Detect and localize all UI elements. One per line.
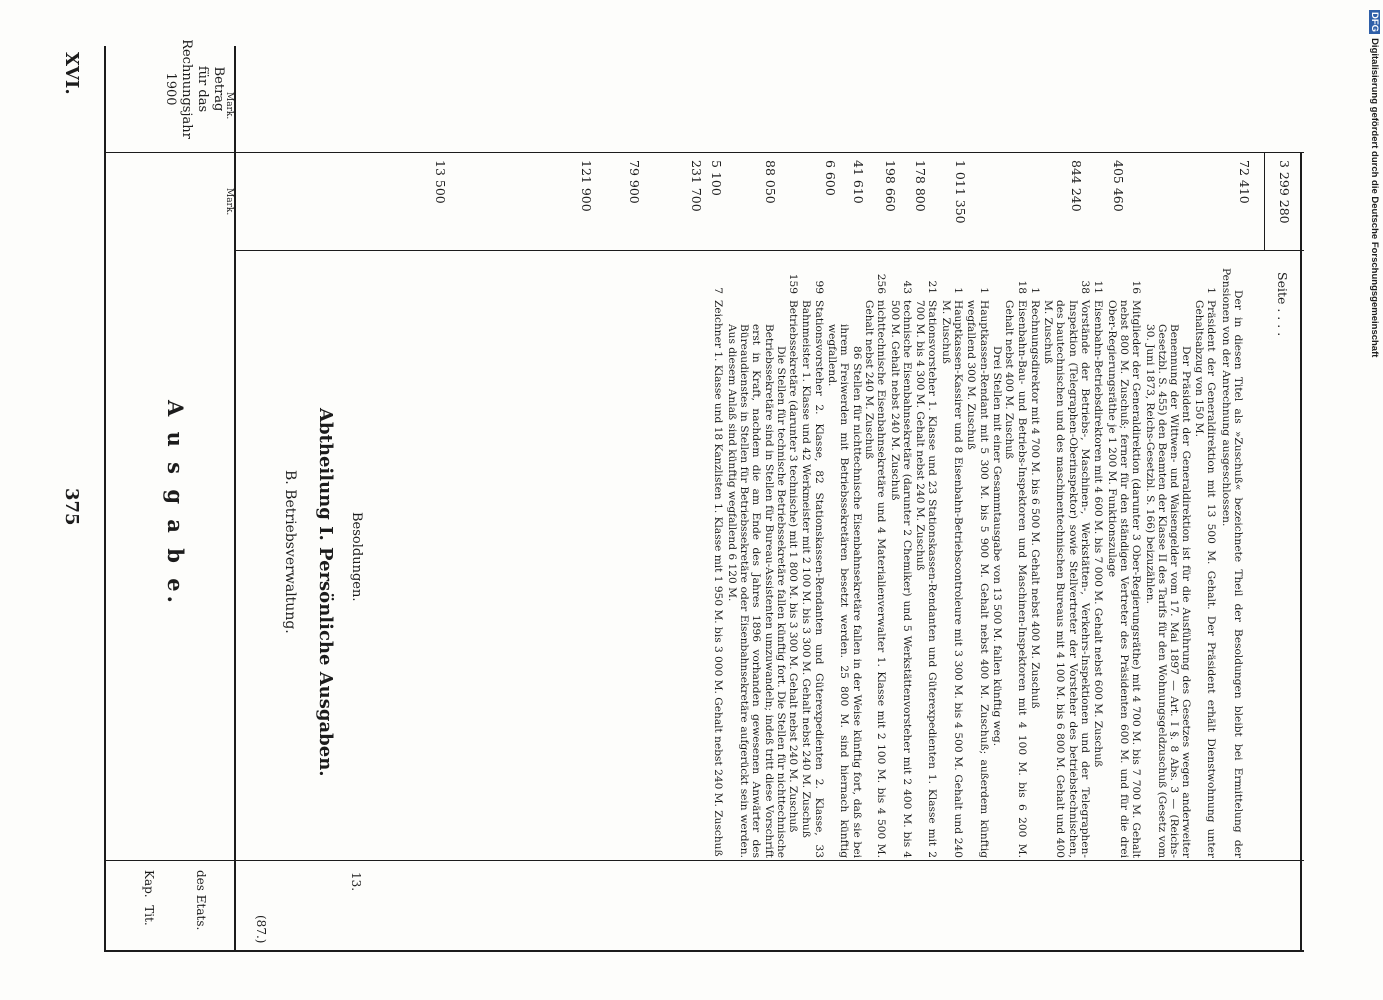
rule-h-left <box>104 950 1304 952</box>
rule-h-amount2 <box>234 250 1304 251</box>
entry-row <box>1042 280 1092 858</box>
mark-label-2: Mark. <box>224 188 234 216</box>
entry-text: Zeichner 1. Klasse und 18 Kanzlisten 1. Klasse mit 1 950 M. bis 3 000 M. Gehalt nebst 240 M. Zuschuß <box>712 300 725 857</box>
entry-text: Stationsvorsteher 2. Klasse, 82 Stationskassen-Rendanten und Güterexpedienten 2. Klasse, 33 Bahnmeister 1. Klasse und 42 Werkmeister mit 2 100 M. bis 3 300 M. Gehalt nebst 240 M. Zuschuß <box>800 300 825 858</box>
amount-cell: 88 050 <box>763 160 778 204</box>
entry-text: nichttechnische Eisenbahnsekretäre und 4 Materialienverwalter 1. Klasse mit 2 100 M. bis 4 500 M. Gehalt nebst 240 M. Zuschuß <box>862 300 888 858</box>
entry-text: Eisenbahn-Bau- und Betriebs-Inspektoren und Maschinen-Inspektoren mit 4 100 M. bis 6 200 M. Gehalt nebst 400 M. Zuschuß <box>1003 300 1028 858</box>
entry-note: 86 Stellen für nichttechnische Eisenbahnsekretäre fallen in der Weise künftig fort, daß sie bei ihrem Freiwerden mit Betriebssekretären besetzt werden. 25 800 M. sind hiernach künftig wegfallend. <box>826 324 863 858</box>
amount-cell: 41 610 <box>851 160 866 204</box>
entry-count: 43 <box>900 280 913 294</box>
entry-row <box>914 280 939 858</box>
page-total: 3 299 280 <box>1277 160 1292 224</box>
rule-v-bottom <box>1300 152 1302 952</box>
entry-count: 1 <box>1028 287 1041 294</box>
dfg-badge: DFG <box>1369 12 1380 33</box>
amount-cell: 5 100 <box>709 160 724 196</box>
entry-row <box>990 280 1028 858</box>
amount-cell: 231 700 <box>689 160 704 212</box>
entry-count: 16 <box>1130 280 1143 294</box>
rule-v-header <box>234 46 236 952</box>
entry-text: Mitglieder der Generaldirektion (darunter 3 Ober-Regierungsräthe) mit 4 700 M. bis 7 700 M. Gehalt nebst 800 M. Zuschuß; ferner für den ständigen Vertreter des Präsidenten 600 M. und für die drei Ober-Regierungsräthe je 1 200 M. Funktionszulage <box>1105 300 1143 858</box>
kapitel-v: 13. <box>349 872 363 892</box>
entry-note: Der Präsident der Generaldirektion ist für die Ausführung des Gesetzes wegen anderweiter Benennung der Wittwen- und Waisengelder vom 17. Mai 1897 — Art. I §. 8 Abs. 3 — (Reichs-Gesetzbl. S. 455) den Beamten der Klasse II des Tarifs für den Wohnungsgeldzuschuß (Gesetz vom 30. Juni 1873, Reichs-Gesetzbl. S. 166) beizuzählen. <box>1143 324 1193 858</box>
abtheilung-title: Abtheilung I. Persönliche Ausgaben. <box>315 408 336 777</box>
entry-text: Vorstände der Betriebs-, Maschinen-, Werkstätten-, Verkehrs-Inspektionen und der Telegraphen-Inspektion (Telegraphen-Oberinspektor) sowie Stellvertreter der Vorsteher des betriebstechnischen, des bautechnischen und des maschinentechnischen Bureaus mit 4 100 M. bis 6 800 M. Gehalt und 400 M. Zuschuß <box>1042 300 1092 858</box>
rule-h-amount1 <box>104 152 1304 153</box>
amount-cell: 1 011 350 <box>953 160 968 224</box>
entry-text: Stationsvorsteher 1. Klasse und 23 Stationskassen-Rendanten und Güterexpedienten 1. Klasse mit 2 700 M. bis 4 300 M. Gehalt nebst 240 M. Zuschuß <box>914 300 939 858</box>
amount-cell: 198 660 <box>883 160 898 212</box>
entry-text: Eisenbahn-Betriebsdirektoren mit 4 600 M. bis 7 000 M. Gehalt nebst 600 M. Zuschuß <box>1092 300 1105 768</box>
entry-count: 7 <box>712 287 725 294</box>
amount-cell: 79 900 <box>627 160 642 204</box>
chapter-ref-v: (87.) <box>254 915 268 944</box>
entry-count: 99 <box>812 280 825 294</box>
entry-row <box>1143 287 1217 858</box>
page-number-v: 375 <box>61 488 82 526</box>
subhead-besoldungen: Besoldungen. <box>349 512 364 602</box>
entry-row <box>826 273 888 858</box>
hdr-des-etats: des Etats. <box>194 870 208 931</box>
entry-row <box>965 287 990 858</box>
amount-cell: 6 600 <box>823 160 838 196</box>
entry-count: 1 <box>952 287 965 294</box>
entry-text: technische Eisenbahnsekretäre (darunter 2 Chemiker) und 5 Werkstättenvorsteher mit 2 400 M. bis 4 500 M. Gehalt nebst 240 M. Zuschuß <box>888 300 913 858</box>
entry-row <box>1028 287 1041 858</box>
amount-cell: 72 410 <box>1237 160 1252 204</box>
entry-count: 18 <box>1015 280 1028 294</box>
entry-row <box>712 287 725 858</box>
entry-text: Betriebssekretäre (darunter 3 technische) mit 1 800 M. bis 3 300 M. Gehalt nebst 240 M. Zuschuß <box>787 300 800 833</box>
amounts-column <box>434 160 1274 250</box>
entry-count: 21 <box>926 280 939 294</box>
ausgabe-title: A u s g a b e. <box>163 400 188 607</box>
rule-v-top <box>104 46 106 952</box>
entry-note: Drei Stellen mit einer Gesammtausgabe von 13 500 M. fallen künftig weg. <box>990 346 1003 747</box>
entry-row <box>1092 280 1105 858</box>
entry-row <box>725 273 800 858</box>
section-title: B. Betriebsverwaltung. <box>282 470 298 634</box>
amount-cell: 405 460 <box>1111 160 1126 212</box>
entry-text: Hauptkassen-Kassirer und 8 Eisenbahn-Betriebscontroleure mit 3 300 M. bis 4 500 M. Gehalt und 240 M. Zuschuß <box>939 300 965 858</box>
dfg-credit: DFGDigitalisierung gefördert durch die Deutsche Forschungsgemeinschaft <box>1369 12 1380 358</box>
hdr-kap-tit: Kap. Tit. <box>142 870 156 926</box>
entry-note: Die Stellen für technische Betriebssekretäre fallen künftig fort. Die Stellen für nichttechnische Betriebssekretäre sind in Stellen für Bureau-Assistenten umzuwandeln; indeß tritt diese Vorschrift erst in Kraft, nachdem die am Ende des Jahres 1896 vorhanden gewesenen Anwärter des Büreaudienstes in Stellen für Betriebssekretäre oder Eisenbahnsekretäre aufgerückt sein werden. Aus diesem Anlaß sind künftig wegfallend 6 120 M. <box>725 324 787 858</box>
amount-cell: 178 800 <box>913 160 928 212</box>
amount-cell: 13 500 <box>433 160 448 204</box>
rule-h-kap <box>104 860 1304 861</box>
entry-text: Hauptkassen-Rendant mit 5 300 M. bis 5 900 M. Gehalt nebst 400 M. Zuschuß; außerdem künftig wegfallend 300 M. Zuschuß <box>965 300 990 858</box>
roman-v: XVI. <box>61 52 82 95</box>
seite-label: Seite . . . . <box>1275 272 1290 337</box>
intro-text: Der in diesen Titel als »Zuschuß« bezeichnete Theil der Besoldungen bleibt bei Ermittelung der Pensionen von der Anrechnung ausgeschlossen. <box>1219 268 1244 858</box>
entry-text: Präsident der Generaldirektion mit 13 500 M. Gehalt. Der Präsident erhält Dienstwohnung unter Gehaltsabzug von 150 M. <box>1192 300 1217 858</box>
entry-text: Rechnungsdirektor mit 4 700 M. bis 6 500 M. Gehalt nebst 400 M. Zuschuß <box>1028 300 1041 709</box>
entry-count: 256 <box>875 273 888 294</box>
mark-label-1: Mark. <box>224 92 234 120</box>
amount-cell: 121 900 <box>579 160 594 212</box>
amount-cell: 844 240 <box>1069 160 1084 212</box>
entry-count: 11 <box>1092 280 1105 294</box>
entry-row <box>888 280 913 858</box>
entry-row <box>800 280 825 858</box>
betrag-header-v: Betrag für das Rechnungsjahr 1900 <box>163 39 226 139</box>
entry-row <box>939 287 965 858</box>
entry-row <box>1105 280 1143 858</box>
entry-count: 38 <box>1079 280 1092 294</box>
entries-block <box>370 268 1244 858</box>
entry-count: 1 <box>977 287 990 294</box>
entry-count: 1 <box>1205 287 1217 294</box>
entry-count: 159 <box>787 273 800 294</box>
